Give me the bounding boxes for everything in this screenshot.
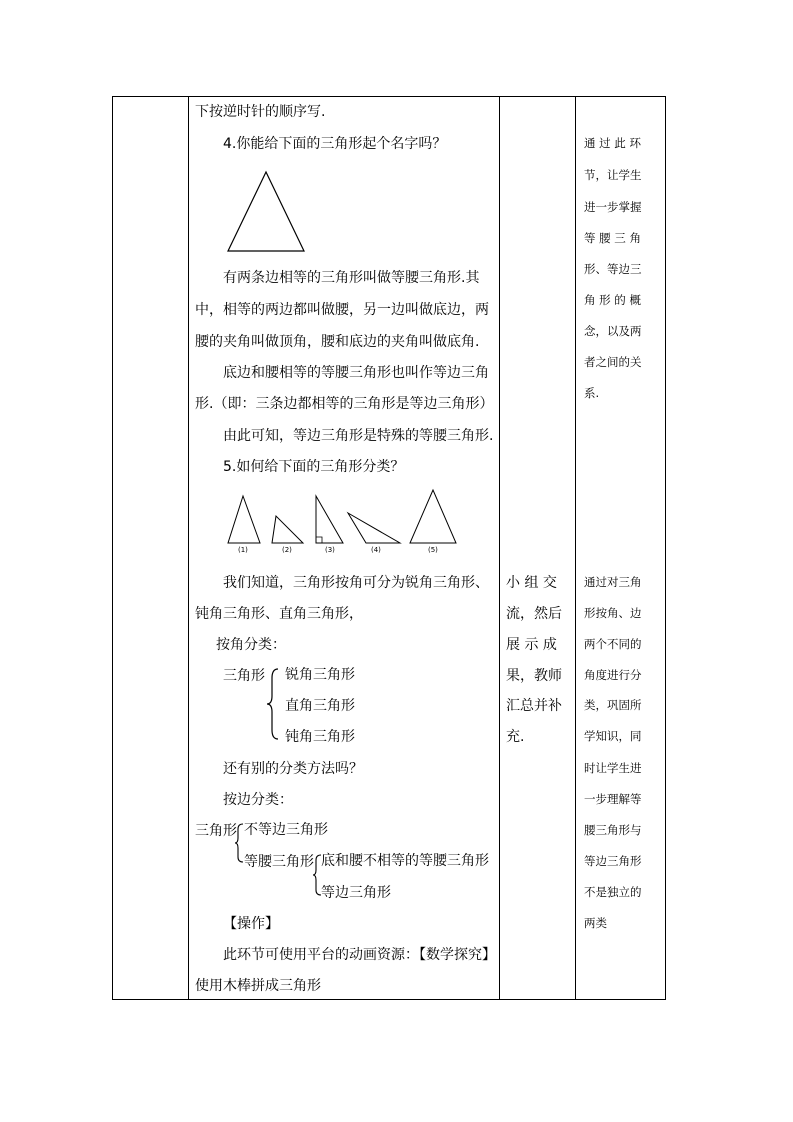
platform-resource-line: 使用木棒拼成三角形 (195, 978, 321, 994)
figure-label: (2) (282, 546, 292, 554)
figure-label: (5) (428, 546, 438, 554)
design-intent-line: 通过对三角 (584, 575, 642, 589)
operation-heading: 【操作】 (223, 916, 279, 932)
design-intent-line: 两类 (584, 916, 607, 930)
right-triangle-label: 直角三角形 (285, 698, 355, 714)
design-intent-line: 等 腰 三 角 (584, 231, 641, 245)
design-intent-line: 类，巩固所 (584, 698, 642, 712)
isosceles-triangle-label: 等腰三角形 (244, 854, 314, 870)
by-angle-heading: 按角分类： (216, 637, 286, 653)
student-activity-line: 展 示 成 (506, 637, 557, 653)
other-method-question: 还有别的分类方法吗？ (223, 761, 363, 777)
brace-icon (266, 668, 280, 740)
design-intent-line: 角度进行分 (584, 668, 642, 682)
triangle-root-label: 三角形 (223, 668, 265, 684)
five-triangles-figure (224, 488, 464, 548)
classification-intro: 钝角三角形、直角三角形， (195, 606, 363, 622)
table-border-col1 (188, 96, 189, 1000)
isosceles-triangle-figure (226, 170, 306, 254)
design-intent-line: 系. (584, 386, 600, 400)
student-activity-line: 汇总并补 (506, 698, 562, 714)
brace-icon (234, 823, 244, 863)
figure-label: (1) (238, 546, 248, 554)
acute-triangle-label: 锐角三角形 (285, 667, 355, 683)
definition-line: 中，相等的两边都叫做腰，另一边叫做底边，两 (195, 302, 489, 318)
design-intent-line: 一步理解等 (584, 792, 642, 806)
by-side-heading: 按边分类： (223, 792, 293, 808)
triangle-root-label: 三角形 (195, 823, 237, 839)
table-bottom-border (112, 999, 666, 1000)
definition-line: 腰的夹角叫做顶角，腰和底边的夹角叫做底角. (195, 334, 480, 350)
table-border-left (112, 96, 113, 1000)
student-activity-line: 流，然后 (506, 606, 562, 622)
figure-label: (3) (325, 546, 335, 554)
design-intent-line: 等边三角形 (584, 854, 642, 868)
text-line: 下按逆时针的顺序写. (195, 104, 326, 120)
conclusion-line: 由此可知，等边三角形是特殊的等腰三角形. (223, 428, 494, 444)
definition-line: 形.（即：三条边都相等的三角形是等边三角形） (195, 396, 494, 412)
design-intent-line: 角 形 的 概 (584, 293, 641, 307)
table-top-border (112, 96, 666, 97)
classification-intro: 我们知道，三角形按角可分为锐角三角形、 (223, 575, 489, 591)
student-activity-line: 充. (506, 729, 525, 745)
design-intent-line: 学知识，同 (584, 729, 642, 743)
student-activity-line: 果，教师 (506, 668, 562, 684)
design-intent-line: 形按角、边 (584, 606, 642, 620)
scalene-triangle-label: 不等边三角形 (244, 822, 328, 838)
design-intent-line: 进一步掌握 (584, 200, 642, 214)
definition-line: 有两条边相等的三角形叫做等腰三角形.其 (223, 270, 480, 286)
design-intent-line: 两个不同的 (584, 637, 642, 651)
student-activity-line: 小 组 交 (506, 575, 557, 591)
obtuse-triangle-label: 钝角三角形 (285, 729, 355, 745)
table-border-col2 (499, 96, 500, 1000)
design-intent-line: 时让学生进 (584, 761, 642, 775)
figure-label: (4) (371, 546, 381, 554)
design-intent-line: 通 过 此 环 (584, 136, 641, 150)
design-intent-line: 念，以及两 (584, 324, 642, 338)
design-intent-line: 腰三角形与 (584, 823, 642, 837)
design-intent-line: 不是独立的 (584, 885, 642, 899)
table-border-right (665, 96, 666, 1000)
question-5: 5.如何给下面的三角形分类？ (223, 459, 405, 475)
equilateral-triangle-label: 等边三角形 (321, 885, 391, 901)
platform-resource-line: 此环节可使用平台的动画资源：【数学探究】 (223, 947, 496, 963)
design-intent-line: 形、等边三 (584, 262, 642, 276)
definition-line: 底边和腰相等的等腰三角形也叫作等边三角 (223, 365, 489, 381)
design-intent-line: 节，让学生 (584, 168, 642, 182)
question-4: 4.你能给下面的三角形起个名字吗？ (223, 136, 447, 152)
table-border-col3 (575, 96, 576, 1000)
isosceles-not-equilateral-label: 底和腰不相等的等腰三角形 (321, 853, 489, 869)
design-intent-line: 者之间的关 (584, 355, 642, 369)
